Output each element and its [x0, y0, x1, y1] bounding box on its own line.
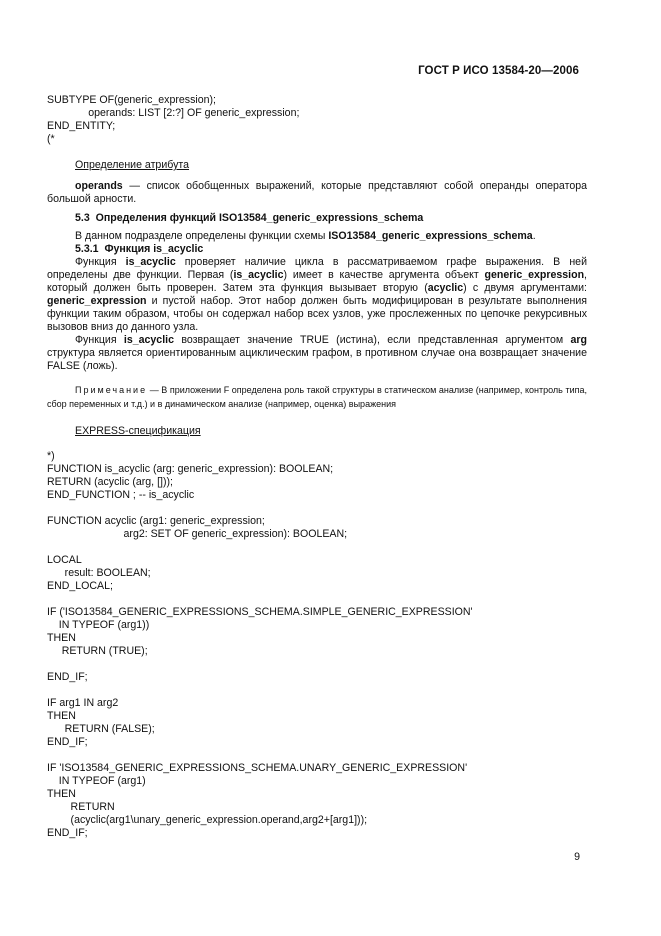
attribute-text: — список обобщенных выражений, которые представляют собой операнды оператора большой арности. [47, 180, 587, 205]
section-title: Определения функций ISO13584_generic_expressions_schema [95, 212, 424, 224]
code-line: (acyclic(arg1\unary_generic_expression.operand,arg2+[arg1])); [47, 814, 368, 826]
intro-schema: ISO13584_generic_expressions_schema [328, 230, 533, 242]
code-line: SUBTYPE OF(generic_expression); [47, 94, 216, 106]
section-number: 5.3 [75, 212, 90, 224]
code-line: END_FUNCTION ; -- is_acyclic [47, 489, 195, 501]
text-run: возвращает значение TRUE (истина), если представленная аргументом [173, 334, 571, 346]
express-section [47, 425, 587, 438]
subsection-title: Функция is_acyclic [104, 243, 204, 255]
text-run: проверяет наличие цикла в рассматриваемом графе выражения. В ней определены две функции. Первая ( [47, 256, 587, 281]
code-line [47, 593, 587, 606]
bold-run: generic_expression [484, 269, 585, 281]
code-line: FUNCTION is_acyclic (arg: generic_expression): BOOLEAN; [47, 463, 334, 475]
code-line: END_ENTITY; [47, 120, 116, 132]
text-run: Функция [75, 334, 124, 346]
code-line: IN TYPEOF (arg1)) [47, 619, 150, 631]
text-run: ) с двумя аргументами: [463, 282, 587, 294]
code-line: result: BOOLEAN; [47, 567, 151, 579]
text-run: структура является ориентированным ациклическим графом, в противном случае она возвращает значение FALSE (ложь). [47, 347, 587, 372]
code-line [47, 541, 587, 554]
bold-run: acyclic [427, 282, 464, 294]
code-line: RETURN (TRUE); [47, 645, 148, 657]
code-line: END_IF; [47, 736, 88, 748]
attribute-heading: Определение атрибута [75, 159, 190, 171]
bold-run: generic_expression [47, 295, 147, 307]
paragraph-description [47, 256, 587, 334]
code-line [47, 684, 587, 697]
code-line [47, 658, 587, 671]
code-line: (* [47, 133, 55, 145]
note [47, 383, 587, 411]
text-run: ) имеет в качестве аргумента объект [283, 269, 485, 281]
code-line: IF arg1 IN arg2 [47, 697, 119, 709]
note-block [47, 383, 587, 411]
subsection-heading [47, 243, 587, 256]
bold-run: is_acyclic [123, 334, 174, 346]
bold-run: arg [570, 334, 587, 346]
section-heading [47, 212, 587, 225]
text-run: , который должен быть проверен. Затем эта функция вызывает вторую ( [47, 269, 587, 294]
code-line: operands: LIST [2:?] OF generic_expression; [47, 107, 300, 119]
attribute-term: operands [75, 180, 123, 192]
code-line: RETURN (FALSE); [47, 723, 155, 735]
code-fragment-top [47, 94, 587, 146]
text-run: и пустой набор. Этот набор должен быть модифицирован в результате выполнения функции таким образом, чтобы он содержал набор всех узлов, уже прослеженных по цепочке рекурсивных вызовов вниз до данного узла. [47, 295, 587, 333]
code-line: arg2: SET OF generic_expression): BOOLEAN; [47, 528, 348, 540]
code-line: THEN [47, 710, 76, 722]
bold-run: is_acyclic [125, 256, 176, 268]
page-number: 9 [574, 851, 580, 863]
code-line: THEN [47, 788, 76, 800]
code-line: IN TYPEOF (arg1) [47, 775, 146, 787]
text-run: Функция [75, 256, 126, 268]
attribute-section [47, 159, 587, 206]
code-listing [47, 450, 587, 840]
code-line [47, 502, 587, 515]
intro-end: . [532, 230, 536, 242]
code-line: END_LOCAL; [47, 580, 113, 592]
code-line: RETURN (acyclic (arg, [])); [47, 476, 173, 488]
intro-text: В данном подразделе определены функции схемы [75, 230, 329, 242]
code-line: THEN [47, 632, 76, 644]
code-line: END_IF; [47, 671, 88, 683]
note-label: Примечание [75, 385, 148, 395]
code-line: RETURN [47, 801, 115, 813]
attribute-definition [47, 180, 587, 206]
paragraph-return [47, 334, 587, 373]
code-line [47, 749, 587, 762]
code-line: FUNCTION acyclic (arg1: generic_expression; [47, 515, 265, 527]
code-line: IF ('ISO13584_GENERIC_EXPRESSIONS_SCHEMA.SIMPLE_GENERIC_EXPRESSION' [47, 606, 473, 618]
code-line: *) [47, 450, 55, 462]
section-intro [47, 230, 587, 243]
subsection-number: 5.3.1 [75, 243, 99, 255]
document-header: ГОСТ Р ИСО 13584-20—2006 [418, 65, 579, 77]
code-line: IF 'ISO13584_GENERIC_EXPRESSIONS_SCHEMA.UNARY_GENERIC_EXPRESSION' [47, 762, 468, 774]
code-line: LOCAL [47, 554, 82, 566]
note-text: — В приложении F определена роль такой структуры в статическом анализе (например, контроль типа, сбор переменных и т.д.) и в динамическом анализе (например, оценка) выражения [47, 385, 587, 409]
code-line: END_IF; [47, 827, 88, 839]
bold-run: is_acyclic [233, 269, 284, 281]
section-5-3 [47, 212, 587, 373]
express-heading: EXPRESS-спецификация [75, 425, 201, 437]
